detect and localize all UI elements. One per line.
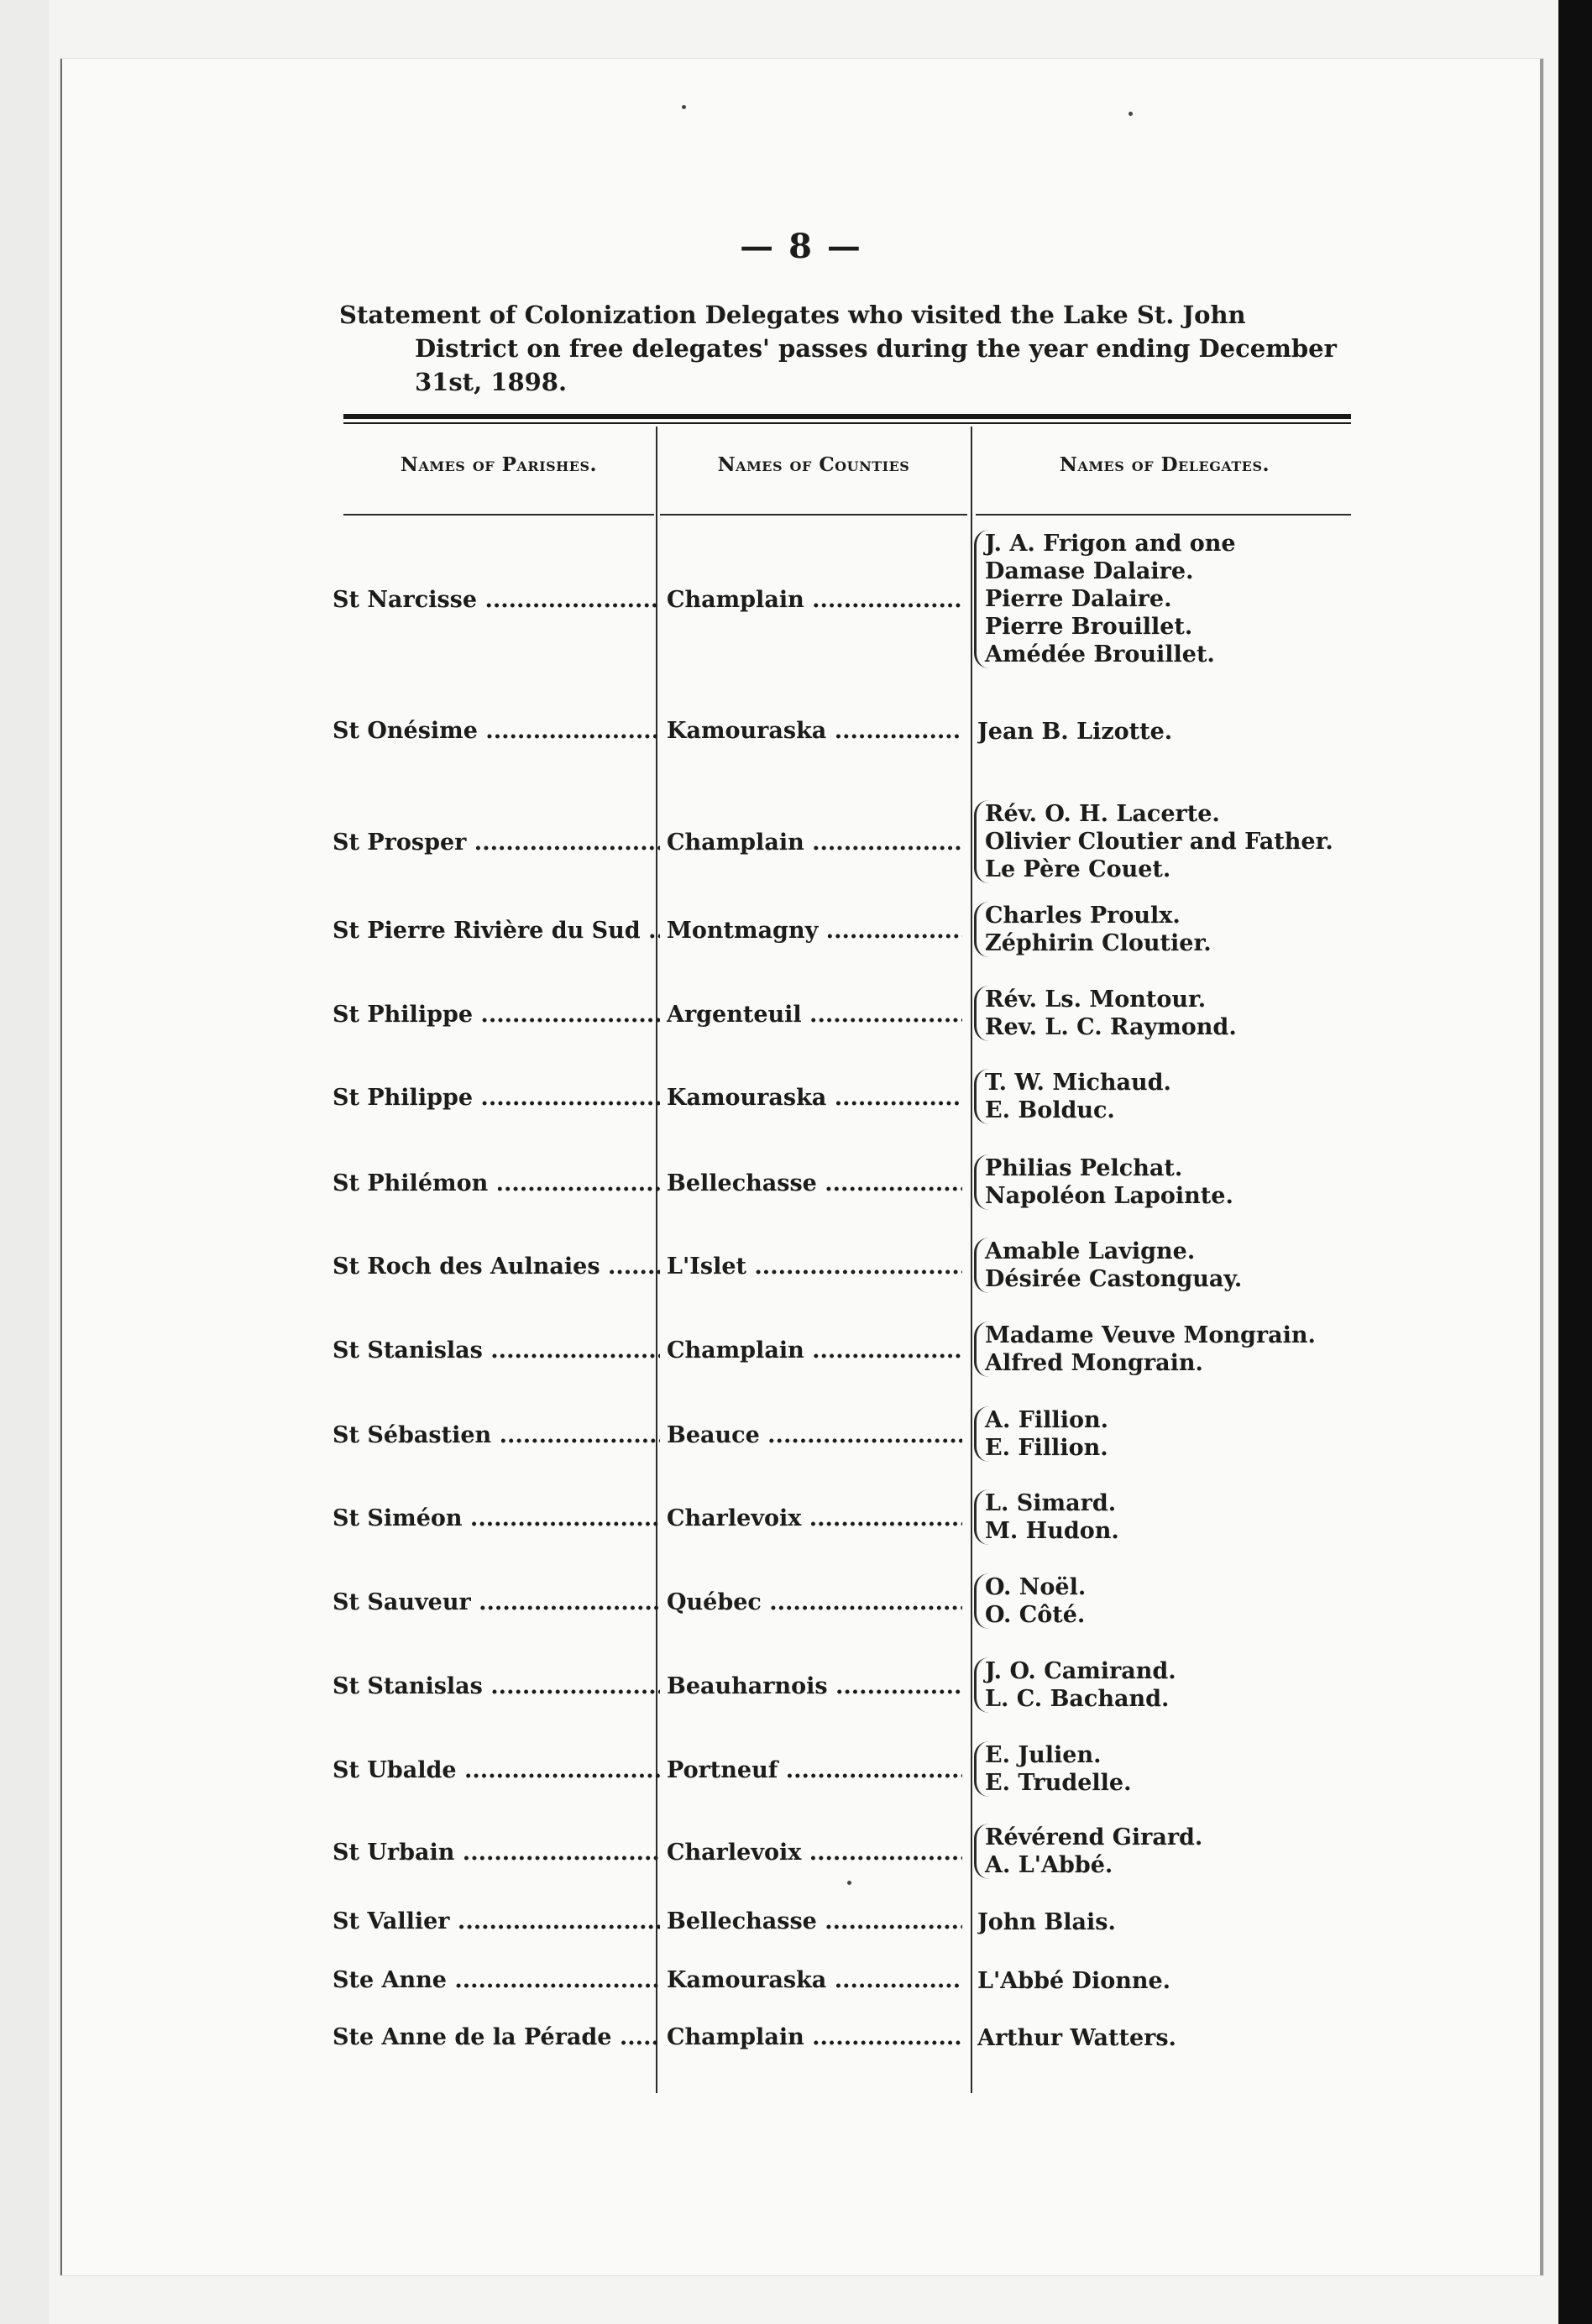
county-name: Champlain ..... bbox=[667, 1337, 962, 1364]
delegate-name: Damase Dalaire. bbox=[985, 558, 1194, 584]
parish-name: St Pierre Rivière du Sud ..... bbox=[333, 918, 660, 944]
parish-name: St Roch des Aulnaies ..... bbox=[333, 1254, 660, 1280]
parish-name: Ste Anne de la Pérade ..... bbox=[333, 2024, 660, 2050]
delegate-name: E. Bolduc. bbox=[985, 1097, 1115, 1123]
delegates-list bbox=[974, 1154, 1380, 1210]
county-name: L'Islet ..... bbox=[667, 1254, 962, 1280]
delegates-list bbox=[974, 902, 1380, 957]
delegate-name: Jean B. Lizotte. bbox=[977, 719, 1173, 745]
delegate-name: Le Père Couet. bbox=[985, 856, 1171, 882]
parish-name: St Philippe ..... bbox=[333, 1085, 660, 1111]
delegate-name: Rev. L. C. Raymond. bbox=[985, 1014, 1237, 1040]
delegate-name: O. Noël. bbox=[985, 1574, 1087, 1600]
delegate-name: J. A. Frigon and one bbox=[985, 531, 1236, 557]
delegate-name: John Blais. bbox=[977, 1909, 1116, 1935]
delegate-name: A. L'Abbé. bbox=[985, 1852, 1113, 1878]
parish-name: St Sébastien ..... bbox=[333, 1422, 660, 1448]
delegates-list bbox=[977, 1908, 1372, 1936]
delegate-name: Philias Pelchat. bbox=[985, 1155, 1183, 1181]
parish-name: St Prosper ..... bbox=[333, 830, 660, 856]
delegate-name: Désirée Castonguay. bbox=[985, 1266, 1243, 1292]
delegates-list bbox=[974, 1238, 1380, 1293]
county-name: Champlain ..... bbox=[667, 587, 962, 613]
delegate-name: Olivier Cloutier and Father. bbox=[985, 829, 1333, 855]
delegates-list bbox=[974, 1573, 1380, 1629]
delegate-name: L. Simard. bbox=[985, 1490, 1117, 1516]
delegates-list bbox=[977, 1967, 1372, 1995]
document-page bbox=[60, 59, 1543, 2275]
delegate-name: Pierre Brouillet. bbox=[985, 614, 1193, 640]
delegate-name: O. Côté. bbox=[985, 1602, 1086, 1628]
header-rule-delegates bbox=[976, 514, 1351, 516]
table-top-rule bbox=[343, 414, 1351, 419]
delegates-list bbox=[974, 1657, 1380, 1713]
delegate-name: A. Fillion. bbox=[985, 1407, 1108, 1433]
document-title bbox=[339, 298, 1364, 399]
parish-name: St Ubalde ..... bbox=[333, 1757, 660, 1783]
delegate-name: L'Abbé Dionne. bbox=[977, 1968, 1171, 1994]
delegate-name: Amable Lavigne. bbox=[985, 1238, 1196, 1264]
delegates-list bbox=[974, 1489, 1380, 1545]
parish-name: St Narcisse ..... bbox=[333, 587, 660, 613]
column-header-parishes: Names of Parishes. bbox=[400, 453, 598, 476]
county-name: Charlevoix ..... bbox=[667, 1840, 962, 1866]
delegates-list bbox=[974, 800, 1380, 883]
delegate-name: Zéphirin Cloutier. bbox=[985, 930, 1212, 956]
parish-name: St Sauveur ..... bbox=[333, 1589, 660, 1615]
delegate-name: T. W. Michaud. bbox=[985, 1070, 1171, 1096]
delegates-list bbox=[974, 1824, 1380, 1879]
county-name: Québec ..... bbox=[667, 1589, 962, 1615]
delegate-name: J. O. Camirand. bbox=[985, 1658, 1176, 1684]
delegate-name: Pierre Dalaire. bbox=[985, 586, 1172, 612]
column-header-delegates: Names of Delegates. bbox=[1059, 453, 1270, 476]
delegates-list bbox=[977, 2024, 1372, 2052]
delegates-list bbox=[974, 530, 1380, 668]
delegate-name: Madame Veuve Mongrain. bbox=[985, 1322, 1316, 1348]
county-name: Beauharnois ..... bbox=[667, 1673, 962, 1699]
scan-margin-left bbox=[0, 0, 49, 2324]
parish-name: St Vallier ..... bbox=[333, 1908, 660, 1934]
delegate-name: Rév. O. H. Lacerte. bbox=[985, 801, 1220, 827]
title-line-3: 31st, 1898. bbox=[415, 368, 568, 396]
parish-name: St Philippe ..... bbox=[333, 1002, 660, 1028]
delegates-list bbox=[977, 718, 1372, 746]
county-name: Kamouraska ..... bbox=[667, 1967, 962, 1993]
delegate-name: E. Fillion. bbox=[985, 1435, 1108, 1461]
scan-margin-right bbox=[1558, 0, 1592, 2324]
county-name: Bellechasse ..... bbox=[667, 1170, 962, 1196]
header-rule-parishes bbox=[343, 514, 654, 516]
county-name: Bellechasse ..... bbox=[667, 1908, 962, 1934]
column-divider-2 bbox=[971, 427, 972, 2093]
title-line-1: Statement of Colonization Delegates who visited the Lake St. John bbox=[339, 301, 1246, 329]
delegates-list bbox=[974, 1322, 1380, 1377]
delegate-name: Rév. Ls. Montour. bbox=[985, 987, 1207, 1013]
scan-speck bbox=[682, 105, 686, 109]
parish-name: Ste Anne ..... bbox=[333, 1967, 660, 1993]
delegate-name: Amédée Brouillet. bbox=[985, 641, 1215, 667]
county-name: Montmagny ..... bbox=[667, 918, 962, 944]
page-number: — 8 — bbox=[740, 227, 862, 266]
delegate-name: L. C. Bachand. bbox=[985, 1686, 1170, 1712]
delegate-name: Révérend Girard. bbox=[985, 1824, 1203, 1850]
county-name: Beauce ..... bbox=[667, 1422, 962, 1448]
delegate-name: M. Hudon. bbox=[985, 1518, 1119, 1544]
delegate-name: Arthur Watters. bbox=[977, 2025, 1176, 2051]
parish-name: St Stanislas ..... bbox=[333, 1337, 660, 1364]
title-line-2: District on free delegates' passes during the year ending December bbox=[415, 334, 1337, 363]
delegates-list bbox=[974, 986, 1380, 1041]
column-header-counties: Names of Counties bbox=[717, 453, 910, 476]
delegates-list bbox=[974, 1406, 1380, 1462]
parish-name: St Urbain ..... bbox=[333, 1840, 660, 1866]
scan-speck bbox=[847, 1881, 851, 1885]
county-name: Portneuf ..... bbox=[667, 1757, 962, 1783]
county-name: Champlain ..... bbox=[667, 2024, 962, 2050]
parish-name: St Siméon ..... bbox=[333, 1505, 660, 1531]
county-name: Charlevoix ..... bbox=[667, 1505, 962, 1531]
delegate-name: E. Trudelle. bbox=[985, 1770, 1132, 1796]
delegate-name: E. Julien. bbox=[985, 1742, 1102, 1768]
delegates-list bbox=[974, 1741, 1380, 1797]
delegate-name: Charles Proulx. bbox=[985, 903, 1181, 929]
county-name: Argenteuil ..... bbox=[667, 1002, 962, 1028]
delegates-list bbox=[974, 1069, 1380, 1124]
delegate-name: Napoléon Lapointe. bbox=[985, 1183, 1233, 1209]
county-name: Kamouraska ..... bbox=[667, 1085, 962, 1111]
scan-speck bbox=[1129, 112, 1133, 116]
header-rule-counties bbox=[660, 514, 967, 516]
delegate-name: Alfred Mongrain. bbox=[985, 1350, 1203, 1376]
parish-name: St Onésime ..... bbox=[333, 718, 660, 744]
parish-name: St Philémon ..... bbox=[333, 1170, 660, 1196]
county-name: Champlain ..... bbox=[667, 830, 962, 856]
county-name: Kamouraska ..... bbox=[667, 718, 962, 744]
table-top-rule-thin bbox=[343, 422, 1351, 424]
parish-name: St Stanislas ..... bbox=[333, 1673, 660, 1699]
